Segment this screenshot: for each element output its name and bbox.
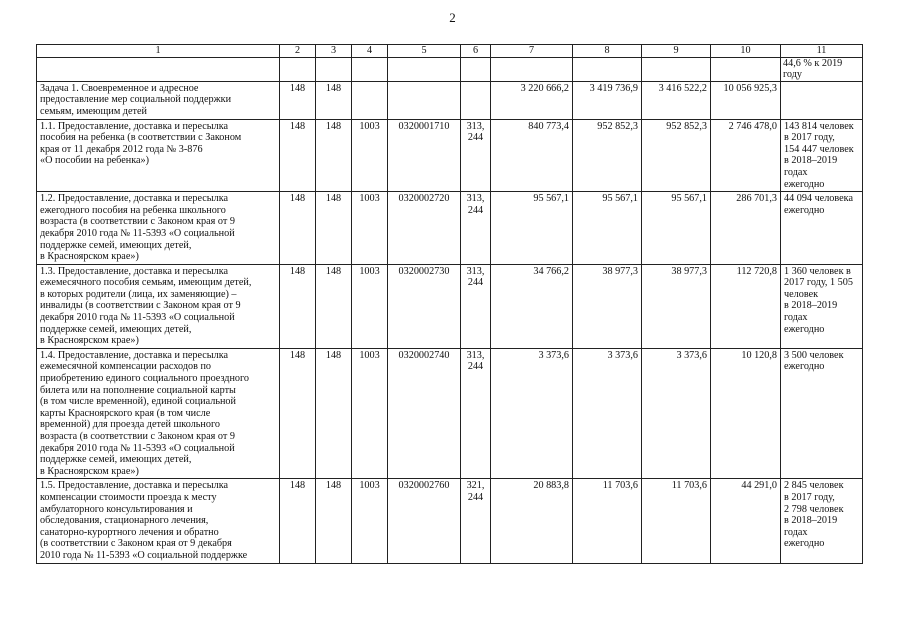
cell-col3: 148	[316, 264, 352, 348]
budget-table	[36, 44, 863, 564]
cell-col10: 10 056 925,3	[711, 81, 781, 119]
cell-col4: 1003	[352, 264, 388, 348]
header-cell: 4	[352, 45, 388, 58]
cell-col2: 148	[280, 348, 316, 479]
cell-col7: 34 766,2	[491, 264, 573, 348]
table-body	[37, 81, 863, 563]
cell-col9: 952 852,3	[642, 119, 711, 192]
header-cell: 1	[37, 45, 280, 58]
cell-col9: 38 977,3	[642, 264, 711, 348]
cell-col10: 112 720,8	[711, 264, 781, 348]
table-row	[37, 192, 863, 265]
table-row	[37, 264, 863, 348]
cell-col7: 95 567,1	[491, 192, 573, 265]
cell-col7: 840 773,4	[491, 119, 573, 192]
cell-col3: 148	[316, 81, 352, 119]
subheader-note: 44,6 % к 2019 году	[781, 57, 863, 81]
cell-col8: 952 852,3	[573, 119, 642, 192]
cell-col8: 38 977,3	[573, 264, 642, 348]
cell-col5: 0320002760	[388, 479, 461, 563]
cell-col3: 148	[316, 348, 352, 479]
cell-col6: 321, 244	[461, 479, 491, 563]
header-cell: 3	[316, 45, 352, 58]
page-number: 2	[449, 10, 456, 25]
header-cell: 9	[642, 45, 711, 58]
cell-col11	[781, 81, 863, 119]
header-cell: 2	[280, 45, 316, 58]
row-name: 1.3. Предоставление, доставка и пересылка ежемесячного пособия семьям, имеющим детей, в которых родители (лица, их заменяющие) – инвалиды (в соответствии с Законом края от 9 декабря 2010 года № 11-5393 «О социальной поддержке семей, имеющих детей, в Красноярском крае»)	[37, 264, 280, 348]
cell-col7: 3 220 666,2	[491, 81, 573, 119]
row-name: 1.2. Предоставление, доставка и пересылка ежегодного пособия на ребенка школьного возраста (в соответствии с Законом края от 9 декабря 2010 года № 11-5393 «О социальной поддержке семей, имеющих детей, в Красноярском крае»)	[37, 192, 280, 265]
cell-col5: 0320002740	[388, 348, 461, 479]
cell-col6: 313, 244	[461, 192, 491, 265]
cell-col3: 148	[316, 479, 352, 563]
cell-col11: 44 094 человека ежегодно	[781, 192, 863, 265]
subheader-row	[37, 57, 863, 81]
cell-col2: 148	[280, 119, 316, 192]
cell-col10: 44 291,0	[711, 479, 781, 563]
cell-col4: 1003	[352, 192, 388, 265]
cell-col4: 1003	[352, 479, 388, 563]
table-row	[37, 119, 863, 192]
cell-col6	[461, 81, 491, 119]
cell-col9: 3 416 522,2	[642, 81, 711, 119]
header-cell: 8	[573, 45, 642, 58]
cell-col10: 10 120,8	[711, 348, 781, 479]
cell-col6: 313, 244	[461, 348, 491, 479]
table-row	[37, 81, 863, 119]
cell-col11: 143 814 человек в 2017 году, 154 447 человек в 2018–2019 годах ежегодно	[781, 119, 863, 192]
cell-col3: 148	[316, 192, 352, 265]
header-cell: 5	[388, 45, 461, 58]
cell-col2: 148	[280, 192, 316, 265]
cell-col5: 0320001710	[388, 119, 461, 192]
table-row	[37, 348, 863, 479]
header-cell: 6	[461, 45, 491, 58]
cell-col4	[352, 81, 388, 119]
cell-col5: 0320002720	[388, 192, 461, 265]
row-name: 1.4. Предоставление, доставка и пересылка ежемесячной компенсации расходов по приобретению единого социального проездного билета или на пополнение социальной карты (в том числе временной), единой социальной карты Красноярского края (в том числе временной) для проезда детей школьного возраста (в соответствии с Законом края от 9 декабря 2010 года № 11-5393 «О социальной поддержке семей, имеющих детей, в Красноярском крае»)	[37, 348, 280, 479]
cell-col11: 2 845 человек в 2017 году, 2 798 человек в 2018–2019 годах ежегодно	[781, 479, 863, 563]
cell-col10: 2 746 478,0	[711, 119, 781, 192]
cell-col2: 148	[280, 479, 316, 563]
header-row	[37, 45, 863, 58]
cell-col11: 3 500 человек ежегодно	[781, 348, 863, 479]
cell-col9: 11 703,6	[642, 479, 711, 563]
header-cell: 10	[711, 45, 781, 58]
cell-col2: 148	[280, 81, 316, 119]
cell-col2: 148	[280, 264, 316, 348]
cell-col9: 3 373,6	[642, 348, 711, 479]
cell-col4: 1003	[352, 348, 388, 479]
header-cell: 11	[781, 45, 863, 58]
cell-col8: 3 419 736,9	[573, 81, 642, 119]
row-name: Задача 1. Своевременное и адресное предоставление мер социальной поддержки семьям, имеющим детей	[37, 81, 280, 119]
row-name: 1.5. Предоставление, доставка и пересылка компенсации стоимости проезда к месту амбулаторного консультирования и обследования, стационарного лечения, санаторно-курортного лечения и обратно (в соответствии с Законом края от 9 декабря 2010 года № 11-5393 «О социальной поддержке	[37, 479, 280, 563]
cell-col11: 1 360 человек в 2017 году, 1 505 человек в 2018–2019 годах ежегодно	[781, 264, 863, 348]
cell-col4: 1003	[352, 119, 388, 192]
cell-col9: 95 567,1	[642, 192, 711, 265]
cell-col5	[388, 81, 461, 119]
cell-col6: 313, 244	[461, 264, 491, 348]
cell-col8: 11 703,6	[573, 479, 642, 563]
row-name: 1.1. Предоставление, доставка и пересылка пособия на ребенка (в соответствии с Законом края от 11 декабря 2012 года № 3-876 «О пособии на ребенка»)	[37, 119, 280, 192]
cell-col7: 20 883,8	[491, 479, 573, 563]
cell-col8: 95 567,1	[573, 192, 642, 265]
table-row	[37, 479, 863, 563]
cell-col5: 0320002730	[388, 264, 461, 348]
cell-col3: 148	[316, 119, 352, 192]
cell-col7: 3 373,6	[491, 348, 573, 479]
cell-col8: 3 373,6	[573, 348, 642, 479]
header-cell: 7	[491, 45, 573, 58]
cell-col10: 286 701,3	[711, 192, 781, 265]
cell-col6: 313, 244	[461, 119, 491, 192]
